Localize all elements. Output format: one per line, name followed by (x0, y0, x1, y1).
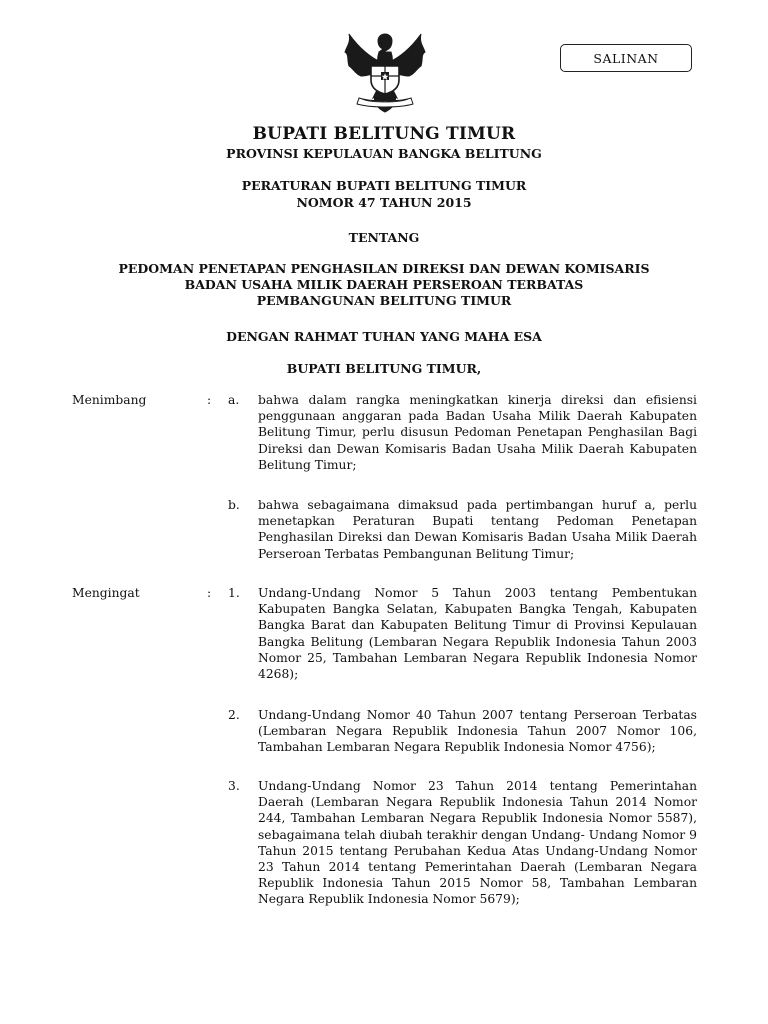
item-text: Undang-Undang Nomor 23 Tahun 2014 tentang Pemerintahan Daerah (Lembaran Negara Republik Indonesia Tahun 2014 Nomor 244, Tambahan Lembaran Negara Republik Indonesia Nomor 5587), sebagaimana telah diubah terakhir dengan Undang- Undang Nomor 9 Tahun 2015 tentang Perubahan Kedua Atas Undang-Undang Nomor 23 Tahun 2014 tentang Pemerintahan Daerah (Lembaran Negara Republik Indonesia Tahun 2015 Nomor 58, Tambahan Lembaran Negara Republik Indonesia Nomor 5679); (258, 779, 697, 907)
menimbang-label: Menimbang (72, 393, 147, 407)
section-colon: : (207, 586, 212, 600)
bupati-line: BUPATI BELITUNG TIMUR, (286, 361, 482, 376)
garuda-emblem-icon (337, 28, 433, 118)
province-name: PROVINSI KEPULAUAN BANGKA BELITUNG (226, 146, 542, 161)
regulation-title: PERATURAN BUPATI BELITUNG TIMUR (241, 178, 527, 193)
item-text: Undang-Undang Nomor 5 Tahun 2003 tentang Pembentukan Kabupaten Bangka Selatan, Kabupaten Bangka Tengah, Kabupaten Bangka Barat dan Kabupaten Belitung Timur di Provinsi Kepulauan Bangka Belitung (Lembaran Negara Republik Indonesia Tahun 2003 Nomor 25, Tambahan Lembaran Negara Republik Indonesia Nomor 4268); (258, 586, 697, 682)
item-marker: 2. (228, 708, 240, 722)
subject-line: PEMBANGUNAN BELITUNG TIMUR (256, 293, 512, 308)
section-colon: : (207, 393, 212, 407)
regulation-number: NOMOR 47 TAHUN 2015 (296, 195, 472, 210)
item-marker: 3. (228, 779, 240, 793)
salinan-badge: SALINAN (560, 44, 692, 72)
mengingat-label: Mengingat (72, 586, 140, 600)
subject-line: PEDOMAN PENETAPAN PENGHASILAN DIREKSI DAN DEWAN KOMISARIS (118, 261, 650, 276)
item-marker: 1. (228, 586, 240, 600)
document-title: BUPATI BELITUNG TIMUR (252, 124, 516, 144)
item-text: bahwa dalam rangka meningkatkan kinerja direksi dan efisiensi penggunaan anggaran pada Badan Usaha Milik Daerah Kabupaten Belitung Timur, perlu disusun Pedoman Penetapan Penghasilan Bagi Direksi dan Dewan Komisaris Badan Usaha Milik Daerah Kabupaten Belitung Timur; (258, 393, 697, 472)
item-marker: b. (228, 498, 240, 512)
item-marker: a. (228, 393, 240, 407)
item-text: bahwa sebagaimana dimaksud pada pertimbangan huruf a, perlu menetapkan Peraturan Bupati tentang Pedoman Penetapan Penghasilan Direksi dan Dewan Komisaris Badan Usaha Milik Daerah Perseroan Terbatas Pembangunan Belitung Timur; (258, 498, 697, 561)
item-text: Undang-Undang Nomor 40 Tahun 2007 tentang Perseroan Terbatas (Lembaran Negara Republik Indonesia Tahun 2007 Nomor 106, Tambahan Lembaran Negara Republik Indonesia Nomor 4756); (258, 708, 697, 755)
subject-line: BADAN USAHA MILIK DAERAH PERSEROAN TERBATAS (184, 277, 584, 292)
tentang-heading: TENTANG (348, 230, 420, 245)
rahmat-line: DENGAN RAHMAT TUHAN YANG MAHA ESA (226, 329, 542, 344)
